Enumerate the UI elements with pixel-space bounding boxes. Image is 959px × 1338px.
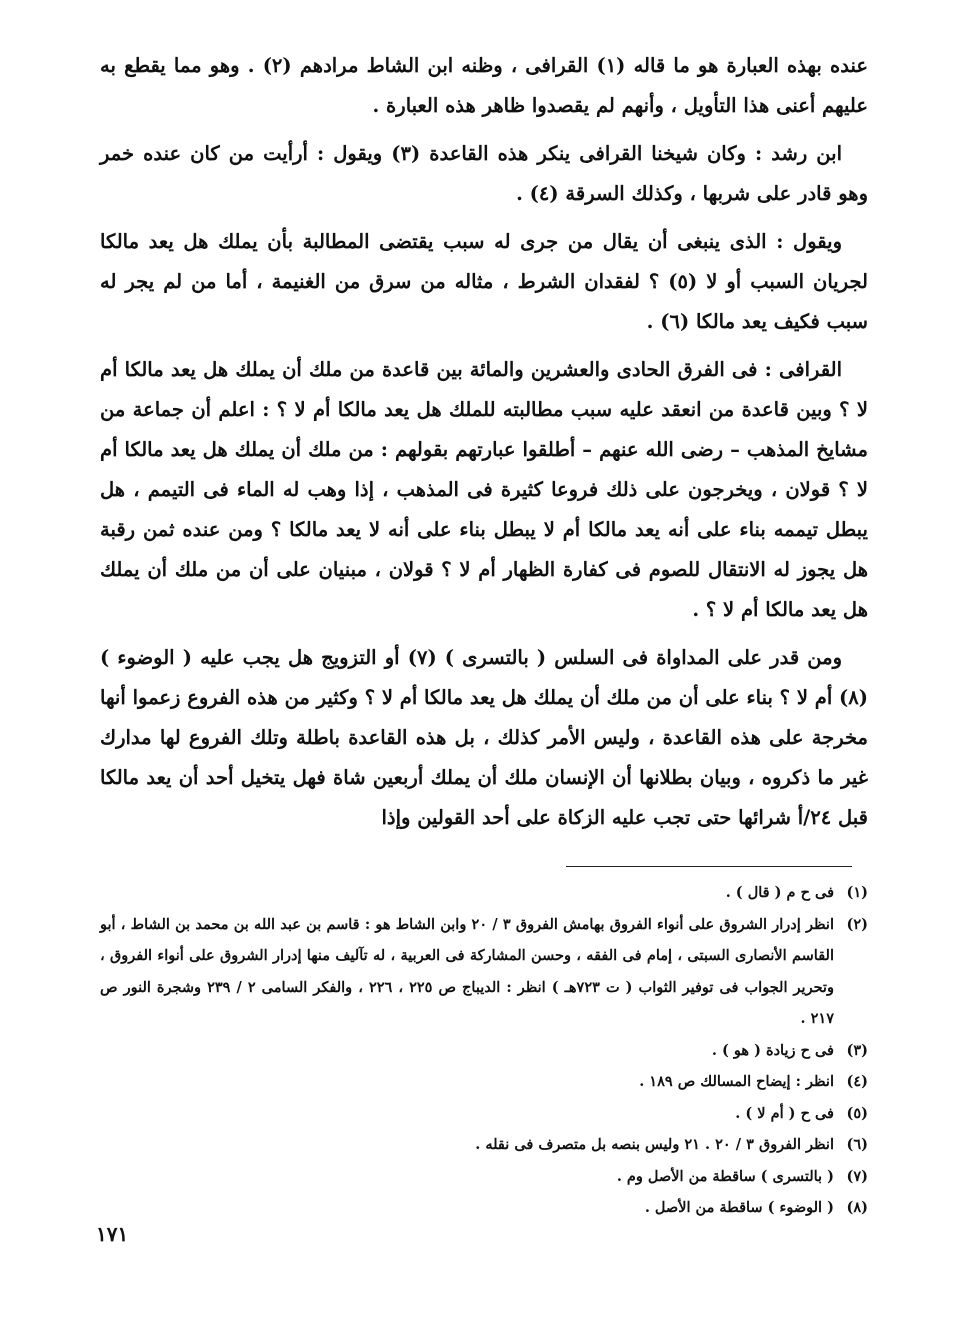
footnote-separator bbox=[566, 866, 852, 867]
footnote-1 bbox=[100, 877, 868, 909]
footnote-text: ( بالتسرى ) ساقطة من الأصل وم . bbox=[616, 1167, 834, 1185]
page-number: ١٧١ bbox=[96, 1222, 129, 1246]
paragraph-4: القرافى : فى الفرق الحادى والعشرين والمائة بين قاعدة من ملك أن يملك هل يعد مالكا أم لا ؟ وبين قاعدة من انعقد عليه سبب مطالبته للملك هل يعد مالكا أم لا ؟ : اعلم أن جماعة من مشايخ المذهب – رضى الله عنهم – أطلقوا عبارتهم بقولهم : من ملك أن يملك هل يعد مالكا أم لا ؟ قولان ، ويخرجون على ذلك فروعا كثيرة فى المذهب ، إذا وهب له الماء فى التيمم ، هل يبطل تيممه بناء على أنه يعد مالكا أم لا يبطل بناء على أنه لا يعد مالكا ؟ ومن عنده ثمن رقبة هل يجوز له الانتقال للصوم فى كفارة الظهار أم لا ؟ قولان ، مبنيان على أن من ملك أن يملك هل يعد مالكا أم لا ؟ . bbox=[100, 358, 868, 621]
footnote-number: (٢) bbox=[846, 915, 868, 933]
footnote-text: انظر الفروق ٣ / ٢٠ . ٢١ وليس بنصه بل متصرف فى نقله . bbox=[475, 1136, 834, 1153]
paragraph-2: ابن رشد : وكان شيخنا القرافى ينكر هذه القاعدة (٣) ويقول : أرأيت من كان عنده خمر وهو قادر على شربها ، وكذلك السرقة (٤) . bbox=[100, 142, 868, 205]
footnote-text: فى ح ( أم لا ) . bbox=[735, 1104, 834, 1122]
footnote-4 bbox=[100, 1066, 868, 1098]
footnote-6 bbox=[100, 1129, 868, 1161]
footnote-text: فى ح زيادة ( هو ) . bbox=[711, 1041, 834, 1059]
main-text bbox=[100, 46, 868, 846]
paragraph-1: عنده بهذه العبارة هو ما قاله (١) القرافى ، وظنه ابن الشاط مرادهم (٢) . وهو مما يقطع به عليهم أعنى هذا التأويل ، وأنهم لم يقصدوا ظاهر هذه العبارة . bbox=[100, 54, 868, 117]
footnote-number: (٧) bbox=[846, 1167, 868, 1185]
footnote-8 bbox=[100, 1192, 868, 1224]
footnote-number: (٤) bbox=[846, 1073, 868, 1090]
footnote-text: فى ح م ( قال ) . bbox=[725, 884, 834, 901]
footnote-number: (١) bbox=[846, 884, 868, 901]
footnote-text: ( الوضوء ) ساقطة من الأصل . bbox=[644, 1199, 834, 1216]
footnote-5 bbox=[100, 1098, 868, 1130]
footnote-number: (٥) bbox=[846, 1104, 868, 1122]
footnote-number: (٨) bbox=[846, 1199, 868, 1216]
footnote-number: (٣) bbox=[846, 1041, 868, 1059]
footnote-2 bbox=[100, 909, 868, 1035]
paragraph-3: ويقول : الذى ينبغى أن يقال من جرى له سبب يقتضى المطالبة بأن يملك هل يعد مالكا لجريان السبب أو لا (٥) ؟ لفقدان الشرط ، مثاله من سرق من الغنيمة ، أما من لم يجر له سبب فكيف يعد مالكا (٦) . bbox=[100, 230, 868, 333]
footnotes bbox=[100, 877, 868, 1224]
footnote-text: انظر إدرار الشروق على أنواء الفروق بهامش الفروق ٣ / ٢٠ وابن الشاط هو : قاسم بن عبد الله بن محمد بن الشاط ، أبو القاسم الأنصارى السبتى ، إمام فى الفقه ، وحسن المشاركة فى العربية ، له تآليف منها إدرار الشروق على أنواء الفروق ، وتحرير الجواب فى توفير الثواب ( ت ٧٢٣هـ ) انظر : الديباج ص ٢٢٥ ، ٢٢٦ ، والفكر السامى ٢ / ٢٣٩ وشجرة النور ص ٢١٧ . bbox=[100, 915, 834, 1027]
footnote-3 bbox=[100, 1035, 868, 1067]
footnote-text: انظر : إيضاح المسالك ص ١٨٩ . bbox=[639, 1073, 834, 1090]
paragraph-5: ومن قدر على المداواة فى السلس ( بالتسرى ) (٧) أو التزويج هل يجب عليه ( الوضوء ) (٨) أم لا ؟ بناء على أن من ملك أن يملك هل يعد مالكا أم لا ؟ وكثير من هذه الفروع زعموا أنها مخرجة على هذه القاعدة ، وليس الأمر كذلك ، بل هذه القاعدة باطلة وتلك الفروع لها مدارك غير ما ذكروه ، وبيان بطلانها أن الإنسان ملك أن يملك أربعين شاة فهل يتخيل أحد أن يعد مالكا قبل ٢٤/أ شرائها حتى تجب عليه الزكاة على أحد القولين وإذا bbox=[100, 646, 868, 829]
footnote-number: (٦) bbox=[846, 1136, 868, 1153]
footnote-7 bbox=[100, 1161, 868, 1193]
